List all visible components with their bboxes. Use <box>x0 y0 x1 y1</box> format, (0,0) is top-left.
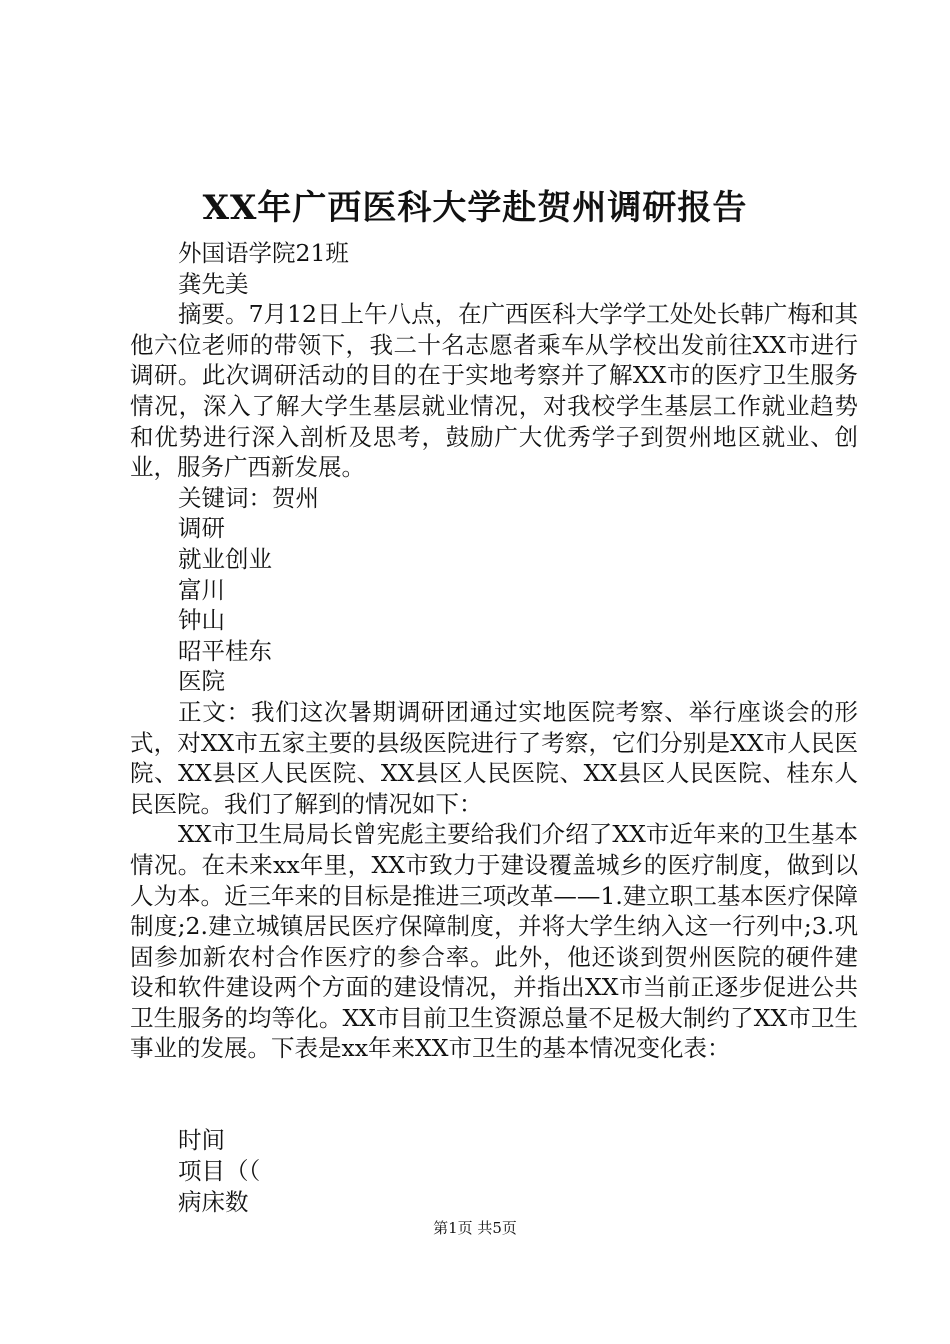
table-fragment: 病床数 <box>178 1187 249 1216</box>
keyword-item: 富川 <box>178 575 225 604</box>
keyword-item: 昭平桂东 <box>178 636 272 665</box>
keyword-item: 调研 <box>178 514 225 543</box>
keyword-item: 钟山 <box>178 606 225 635</box>
body-intro-paragraph: 正文：我们这次暑期调研团通过实地医院考察、举行座谈会的形式，对XX市五家主要的县级医院进行了考察，它们分别是XX市人民医院、XX县区人民医院、XX县区人民医院、XX县区人民医院、桂东人民医院。我们了解到的情况如下： <box>130 697 858 818</box>
document-title: XX年广西医科大学赴贺州调研报告 <box>202 188 748 228</box>
page-footer: 第1页 共5页 <box>433 1219 517 1237</box>
department-line: 外国语学院21班 <box>178 239 349 267</box>
table-fragment: 时间 <box>178 1126 225 1155</box>
document-body <box>130 238 858 1217</box>
keyword-item: 医院 <box>178 667 225 696</box>
body-main-paragraph: XX市卫生局局长曾宪彪主要给我们介绍了XX市近年来的卫生基本情况。在未来xx年里，XX市致力于建设覆盖城乡的医疗制度，做到以人为本。近三年来的目标是推进三项改革——1.建立职工基本医疗保障制度;2.建立城镇居民医疗保障制度，并将大学生纳入这一行列中;3.巩固参加新农村合作医疗的参合率。此外，他还谈到贺州医院的硬件建设和软件建设两个方面的建设情况，并指出XX市当前正逐步促进公共卫生服务的均等化。XX市目前卫生资源总量不足极大制约了XX市卫生事业的发展。下表是xx年来XX市卫生的基本情况变化表： <box>130 820 858 1063</box>
abstract-paragraph: 摘要。7月12日上午八点，在广西医科大学学工处处长韩广梅和其他六位老师的带领下，我二十名志愿者乘车从学校出发前往XX市进行调研。此次调研活动的目的在于实地考察并了解XX市的医疗卫生服务情况，深入了解大学生基层就业情况，对我校学生基层工作就业趋势和优势进行深入剖析及思考，鼓励广大优秀学子到贺州地区就业、创业，服务广西新发展。 <box>130 300 858 482</box>
author-line: 龚先美 <box>178 269 249 298</box>
table-fragment: 项目（（ <box>178 1156 261 1185</box>
keyword-item: 就业创业 <box>178 544 272 573</box>
keywords-label: 关键词：贺州 <box>178 483 319 512</box>
